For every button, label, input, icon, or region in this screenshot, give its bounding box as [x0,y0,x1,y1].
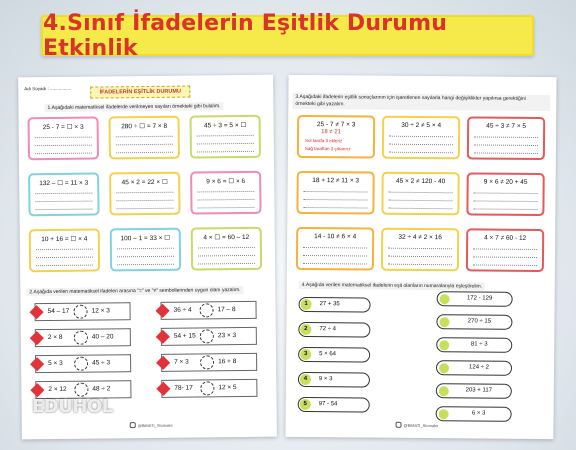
equation-text: 45 × 2 ≠ 120 - 40 [395,177,446,186]
answer-line [473,208,537,210]
equation-card [466,172,544,216]
instruction-4: 4.Aşağıda verilen matematiksel ifadelerin eşit olanların numaralarıyla eşleştirelim. [299,281,485,291]
comparison-row [35,328,131,347]
equation-text: 100 – 1 = 33 × ☐ [120,234,171,243]
right-expression: 17 – 8 [217,306,236,314]
answer-line [197,191,254,193]
item-expression: 203 + 117 [465,387,493,394]
match-item-left [299,297,371,313]
comparison-row [161,327,257,346]
answer-line [197,199,254,201]
answer-circle[interactable] [74,331,88,345]
instagram-icon [396,422,402,428]
right-expression: 23 × 3 [217,332,237,340]
answer-line [474,192,538,194]
page-footer [130,422,173,428]
equation-card [381,172,459,216]
banner-title: 4.Sınıf İfadelerin Eşitlik Durumu Etkinlik [43,10,448,61]
equation-text: 9 × 6 ≠ 20 + 45 [483,178,528,186]
answer-line [35,201,92,203]
instruction-2: 2.Aşağıda verilen matematiksel ifadeleri arasına "=" ve "≠" sembollerinden uygun olanı yazalım. [26,286,243,296]
answer-line [117,256,174,258]
answer-line [473,248,537,250]
comparison-row [160,301,256,320]
answer-circle[interactable] [200,355,214,369]
equation-card [296,171,374,215]
item-expression: 124 ÷ 2 [469,364,490,371]
answer-line [389,136,453,138]
answer-line [388,200,452,202]
answer-line [388,208,452,210]
worksheet-page-right [285,75,556,439]
answer-line [474,152,538,154]
diamond-bullet-icon [30,305,44,319]
right-expression: 45 ÷ 3 [92,359,111,367]
answer-line [473,200,537,202]
page-footer [396,422,439,428]
answer-circle[interactable] [199,303,213,317]
worksheet-page-left [18,75,277,440]
equation-text: 25 - 7 ≠ 7 × 3 [316,121,356,129]
diamond-bullet-icon [155,304,169,318]
equation-text: 45 ÷ 3 = 5 × ☐ [203,121,247,130]
example-intermediate: 18 ≠ 21 [321,129,342,136]
answer-line [389,192,453,194]
answer-line [198,247,255,249]
diamond-bullet-icon [30,331,44,345]
equation-text: 18 + 12 ≠ 11 × 3 [312,177,360,185]
item-expression: 27 + 35 [319,301,340,308]
item-expression: 172 - 129 [466,295,493,302]
item-expression: 97 - 54 [318,401,338,408]
equation-card [382,116,460,160]
diamond-bullet-icon [156,330,170,344]
answer-line [116,136,173,138]
equation-text: 280 ÷ ☐ = 7 × 8 [121,122,168,131]
left-expression: 36 ÷ 4 [173,306,192,314]
footer-handle: @BiMATI_Stomake [137,422,173,428]
comparison-row [34,302,130,321]
equation-card [28,117,99,161]
equation-text: 45 × 2 = 22 × ☐ [121,178,168,187]
left-expression: 2 × 8 [47,333,63,342]
answer-line [197,207,254,209]
right-expression: 12 × 5 [218,384,237,392]
item-expression: 270 ÷ 15 [467,318,492,325]
answer-line [389,152,453,154]
right-expression: 48 ÷ 2 [92,385,111,393]
item-expression: 72 ÷ 4 [319,326,337,333]
name-field-label: Adı Soyadı : ................. [24,85,72,92]
answer-circle[interactable] [200,329,214,343]
answer-line [35,153,92,155]
equation-text: 132 – ☐ = 11 × 3 [39,179,89,188]
equation-text: 45 ÷ 3 ≠ 7 × 5 [486,122,527,130]
left-expression: 2 × 12 [48,385,67,394]
diamond-bullet-icon [30,357,44,371]
banner [41,10,534,61]
answer-line [304,191,368,193]
match-item-left [298,397,370,413]
item-expression: 81 ÷ 3 [470,341,488,348]
item-expression: 9 × 3 [318,376,333,383]
item-number: 5 [300,399,311,410]
footer-handle: @BiMATI_Stomake [403,422,439,428]
equation-text: 25 - 7 = ☐ × 3 [42,123,84,132]
answer-line [116,152,173,154]
equation-card [190,171,261,215]
comparison-row [161,353,257,372]
answer-line [116,144,173,146]
equation-text: 32 ÷ 4 ≠ 2 × 16 [398,233,442,242]
item-number: 3 [300,349,311,360]
answer-line [197,143,254,145]
answer-line [303,255,367,257]
answer-line [389,144,453,146]
diamond-bullet-icon [156,382,170,396]
answer-line [117,248,174,250]
equation-card [109,116,180,160]
answer-line [36,265,93,267]
equation-card [381,228,459,272]
answer-line [35,137,92,139]
comparison-row [35,354,131,373]
item-expression: 6 × 3 [471,410,486,417]
instruction-1: 1.Aşağıdaki matematiksel ifadelerde verilmeyen sayıları örnekteki gibi bulalım. [44,102,223,112]
equation-card [297,115,375,159]
equation-card [466,228,544,272]
answer-circle[interactable] [74,357,88,371]
instagram-icon [130,422,136,428]
answer-line [197,135,254,137]
answer-line [303,247,367,249]
item-expression: 5 × 64 [319,351,337,358]
answer-line [388,248,452,250]
equation-card [296,227,374,271]
answer-circle[interactable] [73,305,87,319]
match-item-right [436,383,512,399]
worksheet-title: İFADELERİN EŞİTLİK DURUMU [90,86,190,99]
equation-card [467,116,545,160]
answer-line [35,145,92,147]
answer-line [116,192,173,194]
answer-circle[interactable] [200,381,214,395]
answer-line [116,200,173,202]
equation-card [28,173,99,217]
match-item-right [436,337,512,353]
match-item-right [436,406,512,422]
right-expression: 12 × 3 [91,307,110,315]
left-expression: 54 + 15 [173,332,196,340]
answer-line [388,264,452,266]
match-item-left [298,322,370,338]
equation-text: 14 - 10 ≠ 6 × 4 [314,233,357,241]
answer-line [35,209,92,211]
answer-line [198,255,255,257]
right-expression: 40 – 20 [91,333,114,341]
answer-line [303,199,367,201]
equation-text: 4 × 7 ≠ 60 - 12 [484,234,527,242]
equation-card [191,227,262,271]
match-item-left [298,347,370,363]
match-item-right [437,291,513,307]
equation-card [29,228,100,272]
left-expression: 54 – 17 [47,307,70,316]
example-annotation-2: Sağ taraftan 3 çıkarırız [304,145,351,152]
equation-card [109,172,180,216]
answer-line [474,144,538,146]
right-expression: 16 + 8 [218,358,237,366]
answer-line [303,207,367,209]
answer-line [474,136,538,138]
left-expression: 5 × 3 [48,359,63,368]
equation-card [110,228,181,272]
answer-line [36,257,93,259]
answer-line [117,264,174,266]
equation-text: 9 × 6 = ☐ × 6 [206,177,246,186]
match-item-left [298,372,370,388]
equation-text: 4 × ☐ = 60 – 12 [203,233,250,242]
item-number: 4 [300,374,311,385]
equation-text: 10 + 16 = ☐ × 4 [41,235,88,244]
answer-line [35,193,92,195]
answer-circle[interactable] [74,383,88,397]
answer-line [303,263,367,265]
answer-line [116,208,173,210]
left-expression: 7 × 3 [174,358,189,366]
diamond-bullet-icon [156,356,170,370]
item-number: 1 [301,299,312,310]
instruction-3: 3.Aşağıdaki ifadelerin eşitlik sonuçlarının için işaretlenen sayılarla hangi değişiklikler yapılırsa gerektiğini örnekteki gibi yazalım. [292,93,550,111]
answer-line [473,264,537,266]
answer-line [197,151,254,153]
equation-text: 30 ÷ 2 ≠ 5 × 4 [401,121,442,130]
answer-line [388,256,452,258]
item-number: 2 [300,324,311,335]
answer-line [473,256,537,258]
answer-line [198,263,255,265]
example-annotation-1: Sol tarafa 3 ekleriz [304,137,343,144]
match-item-right [436,360,512,376]
answer-line [36,249,93,251]
watermark: EDUHOL [32,396,113,417]
match-item-right [436,314,512,330]
comparison-row [161,379,257,398]
equation-card [190,115,261,159]
left-expression: 78- 17 [174,384,193,392]
